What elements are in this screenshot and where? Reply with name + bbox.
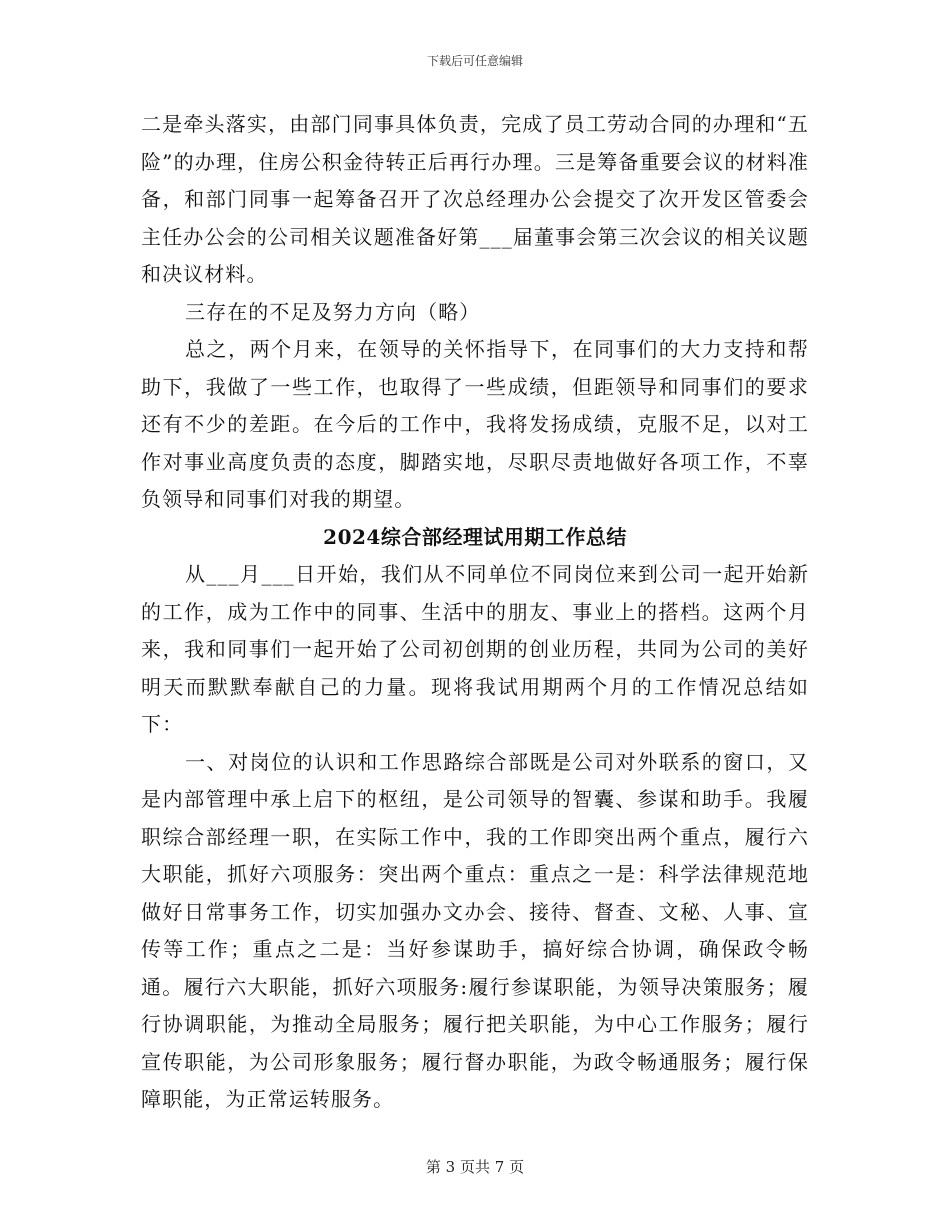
paragraph-section-one: 一、对岗位的认识和工作思路综合部既是公司对外联系的窗口，又是内部管理中承上启下的枢纽，是公司领导的智囊、参谋和助手。我履职综合部经理一职，在实际工作中，我的工作即突出两个重点，履行六大职能，抓好六项服务：突出两个重点：重点之一是：科学法律规范地做好日常事务工作，切实加强办文办会、接待、督查、文秘、人事、宣传等工作；重点之二是：当好参谋助手，搞好综合协调，确保政令畅通。履行六大职能，抓好六项服务:履行参谋职能，为领导决策服务；履行协调职能，为推动全局服务；履行把关职能，为中心工作服务；履行宣传职能，为公司形象服务；履行督办职能，为政令畅通服务；履行保障职能，为正常运转服务。 [141, 749, 809, 1111]
paragraph-continued: 二是牵头落实，由部门同事具体负责，完成了员工劳动合同的办理和“五险”的办理，住房公积金待转正后再行办理。三是筹备重要会议的材料准备，和部门同事一起筹备召开了次总经理办公会提交了次开发区管委会主任办公会的公司相关议题准备好第___届董事会第三次会议的相关议题和决议材料。 [141, 112, 809, 286]
page-number: 第 3 页共 7 页 [425, 1158, 525, 1176]
paragraph-intro: 从___月___日开始，我们从不同单位不同岗位来到公司一起开始新的工作，成为工作中的同事、生活中的朋友、事业上的搭档。这两个月来，我和同事们一起开始了公司初创期的创业历程，共同为公司的美好明天而默默奉献自己的力量。现将我试用期两个月的工作情况总结如下： [141, 562, 809, 736]
section-title: 2024综合部经理试用期工作总结 [323, 524, 627, 549]
header-note: 下载后可任意编辑 [426, 54, 523, 68]
paragraph-conclusion: 总之，两个月来，在领导的关怀指导下，在同事们的大力支持和帮助下，我做了一些工作，也取得了一些成绩，但距领导和同事们的要求还有不少的差距。在今后的工作中，我将发扬成绩，克服不足，以对工作对事业高度负责的态度，脚踏实地，尽职尽责地做好各项工作，不辜负领导和同事们对我的期望。 [141, 337, 809, 511]
document-body [141, 106, 809, 1119]
paragraph-shortcomings: 三存在的不足及努力方向（略） [185, 299, 481, 324]
